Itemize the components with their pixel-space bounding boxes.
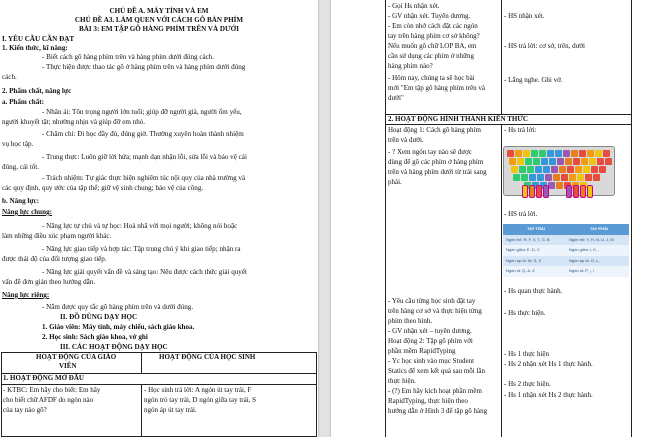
- table-cell-text: - GV nhận xét – tuyên dương.: [388, 327, 472, 335]
- keyboard-key: [507, 150, 514, 157]
- finger-table-cell: Ngón áp út: W, S, X: [506, 257, 542, 263]
- table-cell-text: trên và dưới.: [388, 136, 424, 144]
- right-hand-finger-icon: [566, 185, 572, 198]
- keyboard-key: [519, 166, 526, 173]
- finger-assignment-table: [503, 224, 629, 277]
- table-cell-text: - Hs 1 nhận xét Hs 2 thực hành.: [504, 391, 593, 399]
- keyboard-key: [591, 166, 598, 173]
- keyboard-key: [547, 150, 554, 157]
- heading-activities: III. CÁC HOẠT ĐỘNG DẠY HỌC: [60, 343, 168, 351]
- table-cell-text: ngón áp út tay trái.: [144, 406, 197, 414]
- table-cell-text: - Hôm nay, chúng ta sẽ học bài: [388, 74, 475, 82]
- keyboard-key: [559, 166, 566, 173]
- keyboard-key: [583, 166, 590, 173]
- table-cell-text: Hoạt động 1: Cách gõ hàng phím: [388, 126, 481, 134]
- finger-table-header-left: TAY TRÁI: [527, 226, 545, 231]
- paragraph-line: được thái độ của đối tượng giao tiếp.: [2, 255, 107, 263]
- table-cell-text: - Yc học sinh vào mục Student: [388, 357, 475, 365]
- table-cell-text: - HS trả lời.: [504, 210, 538, 218]
- paragraph-line: - Nhân ái: Tôn trọng người lớn tuổi; giúp đỡ người già, người ốm yếu,: [42, 108, 242, 116]
- finger-table-header: [503, 224, 629, 235]
- keyboard-key: [589, 158, 596, 165]
- document-page-left: [0, 0, 318, 437]
- keyboard-key: [523, 150, 530, 157]
- left-hand-finger-icon: [543, 185, 549, 198]
- heading-materials: II. ĐỒ DÙNG DẠY HỌC: [60, 313, 138, 321]
- table-cell-text: hướng dẫn ở Hình 3 để tập gõ hàng: [388, 407, 488, 415]
- table-section-label: 1. HOẠT ĐỘNG MỞ ĐẦU: [3, 374, 84, 382]
- keyboard-key: [525, 158, 532, 165]
- keyboard-key: [597, 158, 604, 165]
- keyboard-key: [561, 174, 568, 181]
- table-cell-text: Nếu muốn gõ chữ LOP BA, em: [388, 42, 477, 50]
- table-cell-text: trên hàng cơ sở và thực hiện từng: [388, 307, 482, 315]
- paragraph-line: các quy định, quy ước của tập thể; giữ vệ sinh chung; bảo vệ của công.: [2, 184, 204, 192]
- table-cell-text: - Em còn nhớ cách đặt các ngón: [388, 22, 478, 30]
- table-cell-text: dưới": [388, 94, 404, 102]
- table-cell-text: - Hs 1 thực hiện: [504, 350, 550, 358]
- left-hand-finger-icon: [536, 185, 542, 198]
- keyboard-key: [539, 150, 546, 157]
- keyboard-key: [577, 174, 584, 181]
- keyboard-key: [549, 158, 556, 165]
- paragraph-line: - Năng lực tự chủ và tự học: Hoà nhã với mọi người; không nói hoặc: [42, 222, 238, 230]
- paragraph-line: cách.: [2, 73, 17, 81]
- table-cell-text: - KTBC: Em hãy cho biết: Em hãy: [3, 386, 101, 394]
- keyboard-key: [527, 166, 534, 173]
- finger-table-header-right: TAY PHẢI: [590, 226, 608, 231]
- table-cell-text: - Hs 2 thực hiện.: [504, 380, 551, 388]
- paragraph-line: - Năng lực giải quyết vấn đề và sáng tạo: Nêu được cách thức giải quyết: [42, 268, 247, 276]
- finger-table-cell: Ngón trỏ: R, F, V, T, G, B: [506, 236, 550, 242]
- keyboard-key: [551, 166, 558, 173]
- paragraph-line: làm những điều xúc phạm người khác.: [2, 232, 112, 240]
- table-cell-text: của tay nào gõ?: [3, 406, 47, 414]
- right-hand-finger-icon: [587, 185, 593, 198]
- keyboard-key: [575, 166, 582, 173]
- left-hand-finger-icon: [529, 185, 535, 198]
- keyboard-key: [529, 174, 536, 181]
- right-hand-finger-icon: [573, 185, 579, 198]
- table-cell-text: - Hs thực hiện.: [504, 309, 546, 317]
- table-cell-text: phải.: [388, 178, 402, 186]
- finger-table-cell: Ngón út: P, ;, /: [569, 268, 595, 274]
- keyboard-key: [593, 174, 600, 181]
- keyboard-key: [556, 182, 563, 189]
- table-cell-text: phím theo hình.: [388, 317, 433, 325]
- keyboard-key: [565, 158, 572, 165]
- table-cell-text: thực hiện.: [388, 377, 416, 385]
- table-cell-text: ngón trỏ tay trái, D ngón giữa tay trái, S: [144, 396, 257, 404]
- heading-knowledge: 1. Kiến thức, kĩ năng:: [2, 44, 68, 52]
- paragraph-line: - Năng lực giao tiếp và hợp tác: Tập trung chú ý khi giao tiếp; nhận ra: [42, 245, 241, 253]
- lesson-title: BÀI 3: EM TẬP GÕ HÀNG PHÍM TRÊN VÀ DƯỚI: [79, 25, 239, 33]
- keyboard-key: [555, 150, 562, 157]
- paragraph-line: 2. Học sinh: Sách giáo khoa, vở ghi: [42, 333, 148, 341]
- table-cell-text: mới "Em tập gõ hàng phím trên và: [388, 84, 485, 92]
- subtopic-title: CHỦ ĐỀ A3. LÀM QUEN VỚI CÁCH GÕ BÀN PHÍM: [74, 16, 244, 24]
- keyboard-key: [537, 174, 544, 181]
- table-cell-text: - GV nhận xét. Tuyên dương.: [388, 12, 471, 20]
- finger-table-row: [503, 256, 629, 267]
- table-cell-text: trên và hàng phím dưới từ trái sang: [388, 168, 487, 176]
- keyboard-key: [599, 166, 606, 173]
- keyboard-key: [595, 150, 602, 157]
- keyboard-key: [545, 174, 552, 181]
- paragraph-line: - Chăm chỉ: Đi học đầy đủ, đúng giờ. Thường xuyên hoàn thành nhiệm: [42, 130, 244, 138]
- keyboard-key: [521, 174, 528, 181]
- heading-qualities: 2. Phẩm chất, năng lực: [2, 87, 72, 95]
- table-cell-text: - Gọi Hs nhận xét.: [388, 2, 440, 10]
- paragraph-line: vấn đề đơn giản theo hướng dẫn.: [2, 278, 96, 286]
- table-cell-text: - ? Xem ngón tay nào sẽ được: [388, 148, 472, 156]
- keyboard-key: [567, 166, 574, 173]
- keyboard-key: [533, 158, 540, 165]
- keyboard-key: [557, 158, 564, 165]
- table-cell-text: - Học sinh trả lời: A ngón út tay trái, F: [144, 386, 252, 394]
- table-cell-text: tay trên hàng phím cơ sở không?: [388, 32, 480, 40]
- keyboard-key: [563, 150, 570, 157]
- keyboard-key: [585, 174, 592, 181]
- left-hand-finger-icon: [522, 185, 528, 198]
- keyboard-key: [515, 150, 522, 157]
- keyboard-key: [541, 158, 548, 165]
- paragraph-line: vụ học tập.: [2, 140, 34, 148]
- paragraph-line: 1. Giáo viên: Máy tính, máy chiếu, sách giáo khoa.: [42, 323, 195, 331]
- table-cell-text: Hoạt động 2: Tập gõ phím với: [388, 337, 473, 345]
- table-cell-text: RapidTyping, thực hiện theo: [388, 397, 468, 405]
- keyboard-key: [535, 166, 542, 173]
- finger-table-cell: Ngón trỏ: Y, H, N, U, J, M: [569, 236, 614, 242]
- keyboard-image: [503, 146, 615, 196]
- keyboard-key: [579, 150, 586, 157]
- document-page-right: [331, 0, 650, 437]
- heading-general-competence: Năng lực chung:: [2, 208, 52, 216]
- table-cell-text: hàng phím nào?: [388, 62, 433, 70]
- keyboard-key: [513, 174, 520, 181]
- table-cell-text: cho biết chữ AFDF do ngón nào: [3, 396, 94, 404]
- paragraph-line: - Thực hiện được thao tác gõ ở hàng phím trên và hàng phím dưới đúng: [42, 63, 246, 71]
- table-cell-text: Statics để xem kết quả sau mỗi lần: [388, 367, 486, 375]
- table-cell-text: - Lắng nghe. Ghi vở.: [504, 76, 563, 84]
- table-cell-text: cần sử dụng các phím ở những: [388, 52, 474, 60]
- keyboard-key: [569, 174, 576, 181]
- keyboard-key: [531, 150, 538, 157]
- table-cell-text: dùng để gõ các phím ở hàng phím: [388, 158, 484, 166]
- finger-table-row: [503, 235, 629, 246]
- finger-table-row: [503, 245, 629, 256]
- heading-competence: b. Năng lực:: [2, 197, 40, 205]
- keyboard-key: [553, 174, 560, 181]
- finger-table-cell: Ngón giữa: I, K, ,: [569, 247, 600, 253]
- paragraph-line: đúng, cái tốt.: [2, 163, 40, 171]
- keyboard-key: [509, 158, 516, 165]
- paragraph-line: - Biết cách gõ hàng phím trên và hàng phím dưới đúng cách.: [42, 53, 215, 61]
- table-cell-text: phần mềm RapidTyping: [388, 347, 456, 355]
- table-cell-text: - Hs trả lời:: [504, 126, 537, 134]
- keyboard-key: [517, 158, 524, 165]
- finger-table-cell: Ngón giữa: E, D, C: [506, 247, 540, 253]
- keyboard-key: [573, 158, 580, 165]
- table-header-teacher-label: HOẠT ĐỘNG CỦA GIÁO: [36, 353, 117, 361]
- table-cell-text: - HS nhận xét.: [504, 12, 545, 20]
- paragraph-line: - Nắm được quy tắc gõ hàng phím trên và dưới đúng.: [42, 303, 194, 311]
- keyboard-key: [603, 150, 610, 157]
- table-cell-text: - Hs 2 nhận xét Hs 1 thực hành.: [504, 360, 593, 368]
- topic-title: CHỦ ĐỀ A. MÁY TÍNH VÀ EM: [109, 7, 209, 15]
- table-section-label: 2. HOẠT ĐỘNG HÌNH THÀNH KIẾN THỨC: [388, 115, 528, 123]
- keyboard-key: [605, 158, 612, 165]
- finger-table-cell: Ngón áp út: O, L, .: [569, 257, 602, 263]
- heading-objectives: I. YÊU CẦU CẦN ĐẠT: [2, 35, 75, 43]
- table-header-student-label: HOẠT ĐỘNG CỦA HỌC SINH: [159, 353, 256, 361]
- keyboard-key: [587, 150, 594, 157]
- table-cell-text: - Hs quan thực hành.: [504, 287, 563, 295]
- keyboard-key: [571, 150, 578, 157]
- table-cell-text: - HS trả lời: cơ sở, trên, dưới: [504, 42, 586, 50]
- heading-specific-competence: Năng lực riêng:: [2, 291, 50, 299]
- keyboard-key: [581, 158, 588, 165]
- paragraph-line: - Trung thực: Luôn giữ lời hứa; mạnh dạn nhận lỗi, sửa lỗi và bảo vệ cái: [42, 153, 247, 161]
- heading-qualities-a: a. Phẩm chất:: [2, 98, 44, 106]
- keyboard-key: [511, 166, 518, 173]
- finger-table-cell: Ngón út: Q, A, Z: [506, 268, 535, 274]
- table-cell-text: - Yêu cầu từng học sinh đặt tay: [388, 297, 476, 305]
- paragraph-line: - Trách nhiệm: Tự giác thực hiện nghiêm túc nội quy của nhà trường và: [42, 174, 246, 182]
- table-cell-text: - (?) Em hãy kích hoạt phần mềm: [388, 387, 482, 395]
- finger-table-row: [503, 266, 629, 277]
- keyboard-key: [543, 166, 550, 173]
- table-header-teacher-label: VIÊN: [59, 362, 77, 370]
- paragraph-line: người khuyết tật; nhường nhịn và giúp đỡ em nhỏ.: [2, 118, 146, 126]
- right-hand-finger-icon: [580, 185, 586, 198]
